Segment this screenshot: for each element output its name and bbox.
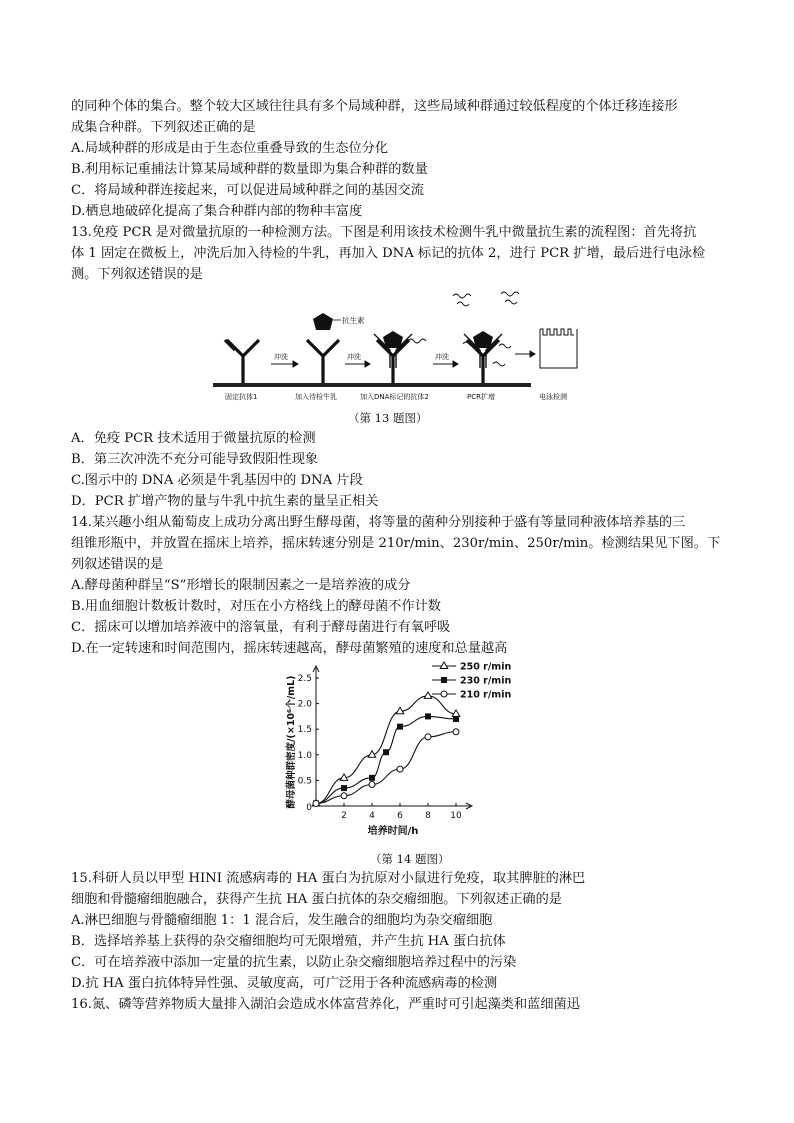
wash-label: 冲洗 — [435, 353, 449, 361]
x-tick-label: 10 — [450, 811, 462, 821]
wash-label: 冲洗 — [347, 353, 361, 361]
data-point — [369, 775, 375, 781]
legend-marker — [440, 662, 448, 669]
data-point — [453, 716, 459, 722]
text-line: 成集合种群。下列叙述正确的是 — [71, 120, 256, 135]
origin-label: 0 — [306, 803, 312, 813]
legend-marker — [441, 691, 447, 697]
y-tick-label: 1.0 — [297, 750, 312, 761]
option-b: B．选择培养基上获得的杂交瘤细胞均可无限增殖，并产生抗 HA 蛋白抗体 — [71, 934, 506, 949]
data-point — [397, 766, 403, 772]
data-point — [425, 713, 431, 719]
question-14-stem: 组锥形瓶中，并放置在摇床上培养，摇床转速分别是 210r/min、230r/min、250r/min。检测结果见下图。下 — [71, 536, 721, 551]
data-point — [383, 749, 389, 755]
data-point — [369, 781, 375, 787]
option-d: D.在一定转速和时间范围内，摇床转速越高，酵母菌繁殖的速度和总量越高 — [71, 641, 508, 656]
data-point — [424, 692, 432, 699]
option-a: A.酵母菌种群呈“S”形增长的限制因素之一是培养液的成分 — [71, 578, 411, 593]
x-axis-label: 培养时间/h — [367, 826, 419, 837]
option-b: B．第三次冲洗不充分可能导致假阳性现象 — [71, 452, 319, 467]
question-15-stem: 细胞和骨髓瘤细胞融合，获得产生抗 HA 蛋白抗体的杂交瘤细胞。下列叙述正确的是 — [71, 892, 562, 907]
option-a: A．免疫 PCR 技术适用于微量抗原的检测 — [71, 431, 316, 446]
y-tick-label: 2.5 — [297, 674, 312, 684]
antigen-label: 抗生素 — [342, 316, 365, 325]
question-13-stem: 体 1 固定在微板上，冲洗后加入待检的牛乳，再加入 DNA 标记的抗体 2，进行 PCR 扩增，最后进行电泳检 — [71, 246, 706, 261]
question-13-stem: 13.免疫 PCR 是对微量抗原的一种检测方法。下图是利用该技术检测牛乳中微量抗生素的流程图：首先将抗 — [71, 225, 697, 240]
legend-label: 230 r/min — [460, 675, 512, 687]
step-label: 固定抗体1 — [225, 393, 258, 401]
option-c: C．摇床可以增加培养液中的溶氧量，有利于酵母菌进行有氧呼吸 — [71, 620, 451, 635]
y-axis-label: 酵母菌种群密度/(×10⁶个/mL) — [286, 675, 297, 809]
data-point — [397, 724, 403, 730]
data-point — [425, 734, 431, 740]
electrophoresis-gel — [540, 329, 577, 368]
immuno-pcr-diagram — [205, 286, 595, 402]
question-16-stem: 16.氮、磷等营养物质大量排入湖泊会造成水体富营养化，严重时可引起藻类和蓝细菌迅 — [71, 997, 580, 1012]
y-tick-label: 1.5 — [297, 725, 312, 736]
antibody-1 — [225, 340, 259, 383]
x-tick-label: 8 — [425, 811, 431, 821]
legend-marker — [441, 677, 447, 683]
series-line — [316, 732, 456, 804]
figure-14-caption: （第 14 题图） — [370, 852, 450, 866]
option-c: C．可在培养液中添加一定量的抗生素，以防止杂交瘤细胞培养过程中的污染 — [71, 955, 517, 970]
option-c: C．将局域种群连接起来，可以促进局域种群之间的基因交流 — [71, 183, 424, 198]
step-label: PCR扩增 — [467, 393, 495, 401]
step-label: 电泳检测 — [539, 393, 567, 401]
question-14-stem: 列叙述错误的是 — [71, 557, 164, 572]
antibody-1 — [307, 340, 339, 383]
question-15-stem: 15.科研人员以甲型 HINI 流感病毒的 HA 蛋白为抗原对小鼠进行免疫，取其脾脏的淋巴 — [71, 871, 586, 886]
figure-13-caption: （第 13 题图） — [348, 411, 428, 425]
x-tick-label: 6 — [397, 811, 403, 821]
option-a: A.淋巴细胞与骨髓瘤细胞 1：1 混合后，发生融合的细胞均为杂交瘤细胞 — [71, 913, 493, 928]
data-point — [341, 785, 347, 791]
option-d: D.栖息地破碎化提高了集合种群内部的物种丰富度 — [71, 204, 363, 219]
y-tick-label: 0.5 — [297, 776, 312, 787]
legend-label: 250 r/min — [460, 661, 512, 673]
option-b: B.用血细胞计数板计数时，对压在小方格线上的酵母菌不作计数 — [71, 599, 441, 614]
x-tick-label: 4 — [369, 811, 375, 821]
series-line — [316, 716, 456, 803]
yeast-growth-chart — [280, 656, 530, 841]
step-label: 加入DNA标记的抗体2 — [360, 393, 429, 401]
data-point — [341, 793, 347, 799]
microplate-base — [213, 383, 531, 387]
y-tick-label: 2.0 — [297, 699, 312, 710]
legend-label: 210 r/min — [460, 689, 512, 701]
question-14-stem: 14.某兴趣小组从葡萄皮上成功分离出野生酵母菌，将等量的菌种分别接种于盛有等量同种液体培养基的三 — [71, 515, 686, 530]
option-b: B.利用标记重捕法计算某局域种群的数量即为集合种群的数量 — [71, 162, 428, 177]
option-c: C.图示中的 DNA 必须是牛乳基因中的 DNA 片段 — [71, 473, 363, 488]
antigen-pentagon — [313, 313, 333, 330]
option-d: D．PCR 扩增产物的量与牛乳中抗生素的量呈正相关 — [71, 494, 379, 509]
text-line: 的同种个体的集合。整个较大区域往往具有多个局域种群，这些局域种群通过较低程度的个体迁移连接形 — [71, 99, 678, 114]
dna-tag — [408, 339, 426, 343]
step-label: 加入待检牛乳 — [295, 393, 337, 401]
option-d: D.抗 HA 蛋白抗体特异性强、灵敏度高，可广泛用于各种流感病毒的检测 — [71, 976, 498, 991]
data-point — [453, 729, 459, 735]
x-tick-label: 2 — [341, 811, 347, 821]
question-13-stem: 测。下列叙述错误的是 — [71, 267, 203, 282]
wash-label: 冲洗 — [274, 353, 288, 361]
data-point — [313, 800, 319, 806]
option-a: A.局域种群的形成是由于生态位重叠导致的生态位分化 — [71, 141, 389, 156]
step-arrow — [271, 351, 535, 367]
